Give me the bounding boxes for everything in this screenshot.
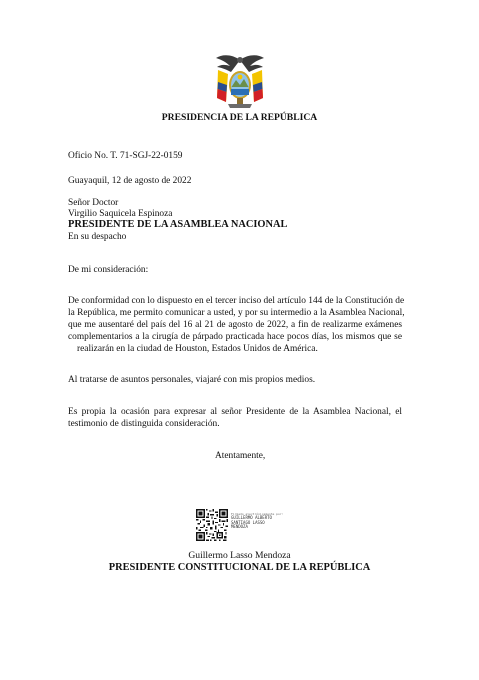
- paragraph-1-line: realizarán en la ciudad de Houston, Estados Unidos de América.: [77, 344, 318, 354]
- greeting: De mi consideración:: [68, 265, 149, 275]
- paragraph-1-line: que me ausentaré del país del 16 al 21 de agosto de 2022, a fin de realizarme exámenes: [68, 320, 402, 330]
- signature-stamp-name-line: SANTIAGO LASSO: [231, 519, 265, 525]
- recipient-position: PRESIDENTE DE LA ASAMBLEA NACIONAL: [68, 219, 288, 230]
- paragraph-3-line: Es propia la ocasión para expresar al señor Presidente de la Asamblea Nacional, el: [68, 407, 402, 417]
- institution-title: PRESIDENCIA DE LA REPÚBLICA: [161, 112, 318, 123]
- paragraph-3-line: testimonio de distinguida consideración.: [68, 419, 220, 429]
- signature-stamp-text: [231, 512, 283, 530]
- date-line: Guayaquil, 12 de agosto de 2022: [68, 176, 192, 186]
- paragraph-1: [68, 295, 405, 355]
- ecuador-coat-of-arms-icon: [214, 52, 266, 110]
- paragraph-2: Al tratarse de asuntos personales, viajaré con mis propios medios.: [68, 375, 316, 385]
- signature-stamp-name-line: MENDOZA: [231, 524, 248, 530]
- electronic-signature-stamp: [196, 509, 288, 543]
- paragraph-1-line: la República, me permito comunicar a usted, y por su intermedio a la Asamblea Nacional,: [68, 308, 405, 318]
- paragraph-3: [68, 406, 402, 430]
- signature-stamp-name-line: GUILLERMO ALBERTO: [231, 515, 272, 521]
- signer-title: PRESIDENTE CONSTITUCIONAL DE LA REPÚBLICA: [108, 562, 371, 573]
- paragraph-1-line: De conformidad con lo dispuesto en el tercer inciso del artículo 144 de la Constitución de: [68, 296, 405, 306]
- recipient-salutation: Señor Doctor: [68, 198, 119, 208]
- recipient-name: Virgilio Saquicela Espinoza: [68, 209, 173, 219]
- reference-number: Oficio No. T. 71-SGJ-22-0159: [68, 151, 183, 161]
- paragraph-1-line: complementarios a la cirugía de párpado practicada hace pocos días, los mismos que se: [68, 332, 402, 342]
- signer-name: Guillermo Lasso Mendoza: [188, 550, 291, 561]
- qr-code-icon: [196, 509, 228, 541]
- signature-stamp-caption: Firmado electrónicamente por:: [231, 512, 284, 516]
- recipient-location: En su despacho: [68, 232, 127, 242]
- closing: Atentamente,: [215, 451, 266, 461]
